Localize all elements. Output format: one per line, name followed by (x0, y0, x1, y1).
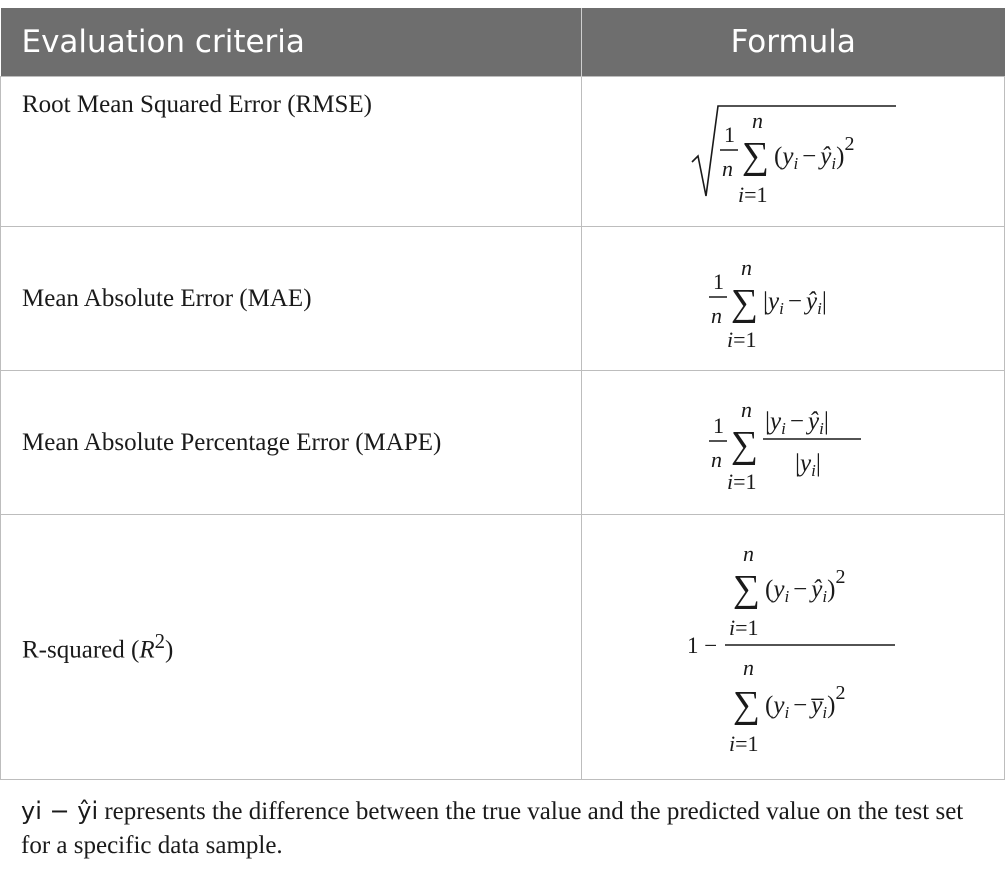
absolute-difference: $|y_i$ − $ŷ_i|$ (763, 287, 827, 318)
criterion-mape: Mean Absolute Percentage Error (MAPE) (1, 371, 582, 515)
formula-cell-r-squared (582, 515, 1005, 780)
sum-lower-limit: i=1 (727, 468, 757, 493)
formula-cell-mape (582, 371, 1005, 515)
one-minus: 1 − (687, 633, 718, 658)
formula-cell-mae (582, 227, 1005, 371)
total-sum-squares: ($y_i$ − $y̅_i)^2$ (765, 682, 846, 722)
table-row-mae (1, 227, 1005, 371)
svg-text:n: n (711, 302, 722, 328)
criterion-r-squared: R-squared $(R^2)$ (1, 515, 582, 780)
square-root-sign (692, 106, 896, 196)
table-footnote (21, 794, 991, 863)
fraction-denominator: n (722, 155, 733, 181)
sum-sign: ∑ (731, 423, 759, 466)
table-header-row (1, 8, 1005, 77)
table-row-r-squared (1, 515, 1005, 780)
sum-lower-limit: i=1 (738, 181, 768, 207)
svg-text:1: 1 (713, 268, 724, 294)
sum-upper-limit: n (741, 254, 752, 280)
fraction-numerator: 1 (724, 121, 735, 147)
mae-formula (703, 249, 883, 349)
svg-text:n: n (711, 446, 722, 472)
formula-cell-rmse (582, 77, 1005, 227)
header-evaluation-criteria: Evaluation criteria (1, 8, 582, 77)
sum-upper-limit: n (741, 396, 752, 422)
svg-text:∑: ∑ (733, 684, 761, 726)
mape-formula (703, 393, 883, 493)
svg-text:1: 1 (713, 412, 724, 438)
squared-difference: ($y_i$ − $ŷ_i)^2$ (774, 132, 855, 173)
svg-text:n: n (743, 655, 754, 680)
criterion-mae: Mean Absolute Error (MAE) (1, 227, 582, 371)
sum-sign: ∑ (731, 281, 759, 324)
sum-upper-limit: n (752, 107, 763, 133)
svg-text:i=1: i=1 (729, 731, 759, 756)
footnote-text: represents the difference between the true value and the predicted value on the test set for a specific data sample. (21, 798, 964, 859)
footnote-variable: yi − ŷi (21, 797, 99, 825)
table-row-mape (1, 371, 1005, 515)
svg-text:n: n (743, 541, 754, 566)
residual-sum-squares: ($y_i$ − $ŷ_i)^2$ (765, 566, 846, 606)
header-formula: Formula (582, 8, 1005, 77)
mape-denominator: $|y_i|$ (795, 449, 821, 480)
r-squared-formula (685, 537, 901, 757)
evaluation-criteria-table (0, 8, 1005, 780)
sum-sign: ∑ (742, 134, 770, 177)
table-row-rmse (1, 77, 1005, 227)
mape-numerator: $|y_i$ − $ŷ_i|$ (765, 407, 829, 438)
criterion-rmse: Root Mean Squared Error (RMSE) (1, 77, 582, 227)
rmse-formula (688, 92, 898, 212)
svg-text:i=1: i=1 (729, 615, 759, 640)
svg-text:∑: ∑ (733, 568, 761, 610)
sum-lower-limit: i=1 (727, 326, 757, 349)
